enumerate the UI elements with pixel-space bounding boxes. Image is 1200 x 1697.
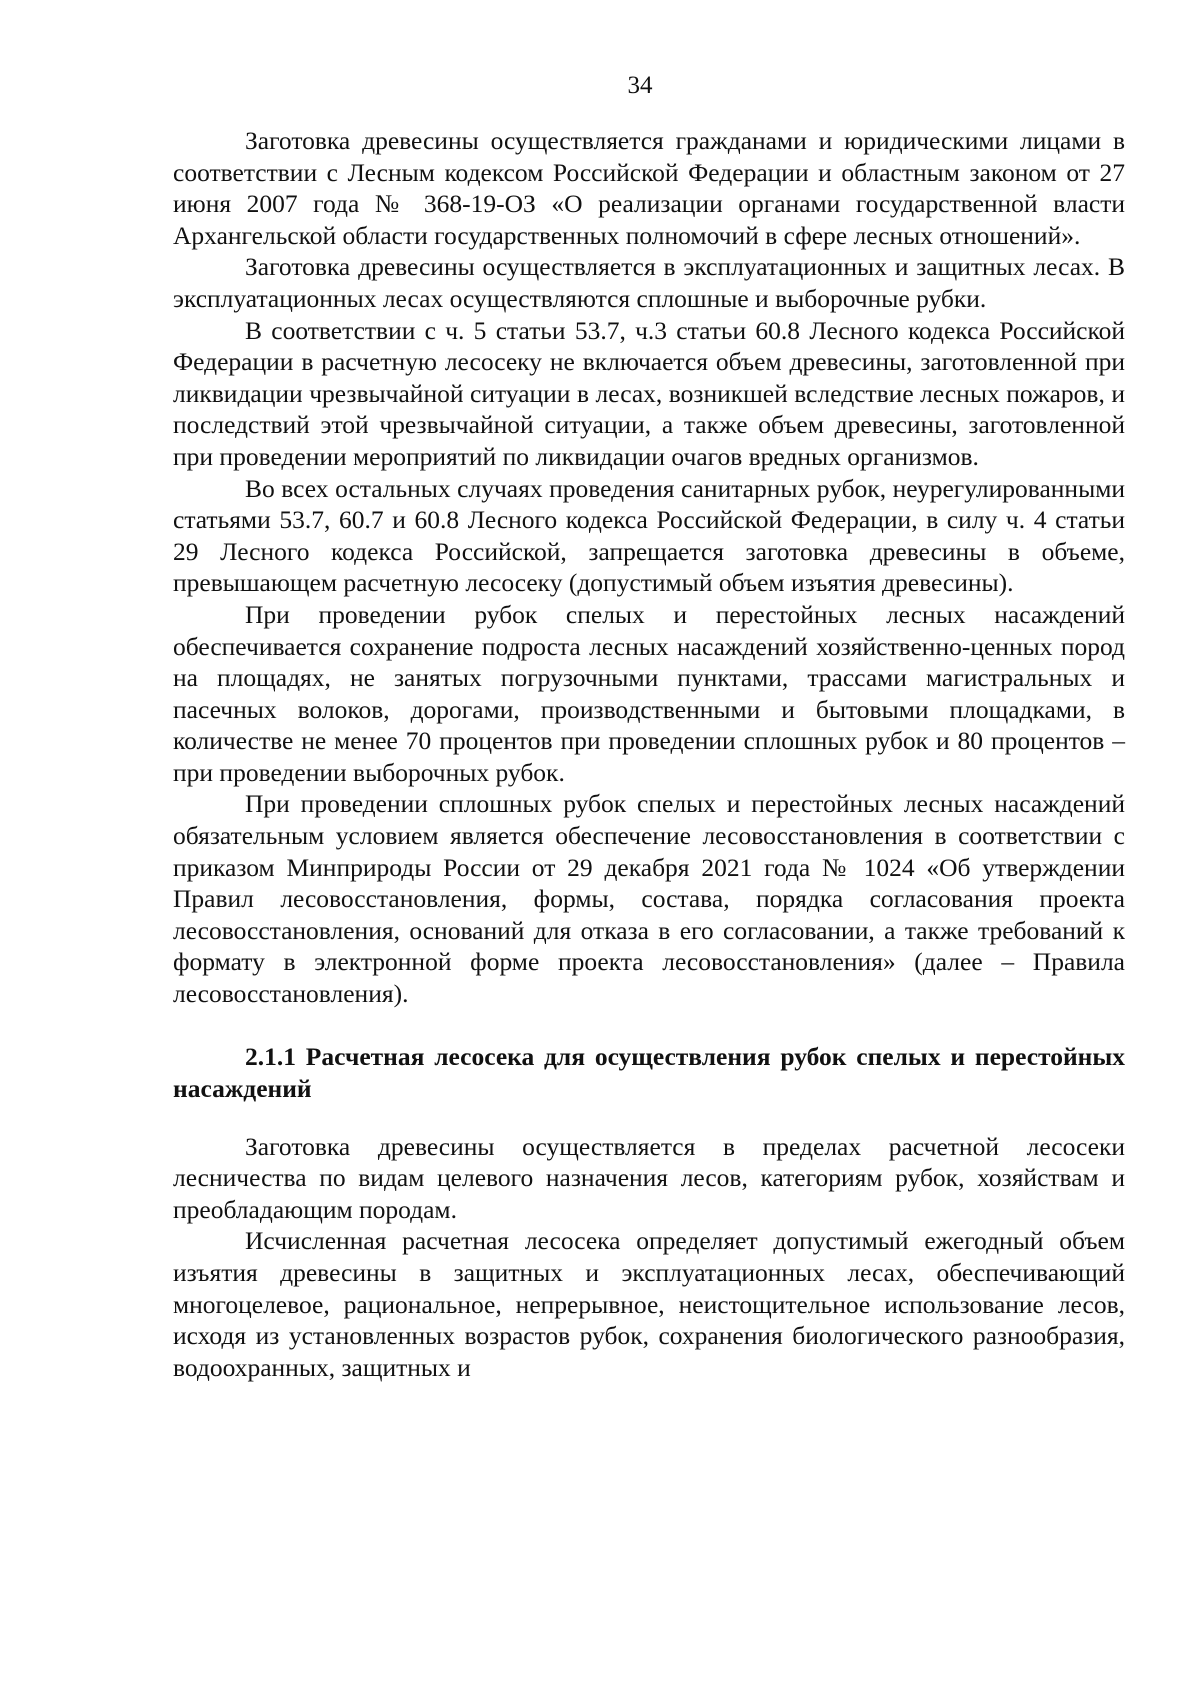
paragraph: Во всех остальных случаях проведения санитарных рубок, неурегулированными статьями 53.7, 60.7 и 60.8 Лесного кодекса Российской Федерации, в силу ч. 4 статьи 29 Лесного кодекса Российской, запрещается заготовка древесины в объеме, превышающем расчетную лесосеку (допустимый объем изъятия древесины). <box>173 473 1125 598</box>
paragraph: При проведении сплошных рубок спелых и перестойных лесных насаждений обязательным условием является обеспечение лесовосстановления в соответствии с приказом Минприроды России от 29 декабря 2021 года № 1024 «Об утверждении Правил лесовосстановления, формы, состава, порядка согласования проекта лесовосстановления, оснований для отказа в его согласовании, а также требований к формату в электронной форме проекта лесовосстановления» (далее – Правила лесовосстановления). <box>173 789 1125 1009</box>
paragraph: При проведении рубок спелых и перестойных лесных насаждений обеспечивается сохранение подроста лесных насаждений хозяйственно-ценных пород на площадях, не занятых погрузочными пунктами, трассами магистральных и пасечных волоков, дорогами, производственными и бытовыми площадками, в количестве не менее 70 процентов при проведении сплошных рубок и 80 процентов – при проведении выборочных рубок. <box>173 599 1125 787</box>
page-number: 34 <box>627 72 653 99</box>
section-heading: 2.1.1 Расчетная лесосека для осуществления рубок спелых и перестойных насаждений <box>173 1041 1125 1103</box>
paragraph: Заготовка древесины осуществляется в пределах расчетной лесосеки лесничества по видам целевого назначения лесов, категориям рубок, хозяйствам и преобладающим породам. <box>173 1131 1125 1224</box>
paragraph: Заготовка древесины осуществляется гражданами и юридическими лицами в соответствии с Лесным кодексом Российской Федерации и областным законом от 27 июня 2007 года № 368-19-ОЗ «О реализации органами государственной власти Архангельской области государственных полномочий в сфере лесных отношений». <box>173 126 1125 250</box>
document-body <box>173 125 1125 1383</box>
paragraph: В соответствии с ч. 5 статьи 53.7, ч.3 статьи 60.8 Лесного кодекса Российской Федерации в расчетную лесосеку не включается объем древесины, заготовленной при ликвидации чрезвычайной ситуации в лесах, возникшей вследствие лесных пожаров, и последствий этой чрезвычайной ситуации, а также объем древесины, заготовленной при проведении мероприятий по ликвидации очагов вредных организмов. <box>173 315 1125 471</box>
paragraph: Исчисленная расчетная лесосека определяет допустимый ежегодный объем изъятия древесины в защитных и эксплуатационных лесах, обеспечивающий многоцелевое, рациональное, непрерывное, неистощительное использование лесов, исходя из установленных возрастов рубок, сохранения биологического разнообразия, водоохранных, защитных и <box>173 1226 1125 1382</box>
paragraph: Заготовка древесины осуществляется в эксплуатационных и защитных лесах. В эксплуатационных лесах осуществляются сплошные и выборочные рубки. <box>173 252 1125 313</box>
